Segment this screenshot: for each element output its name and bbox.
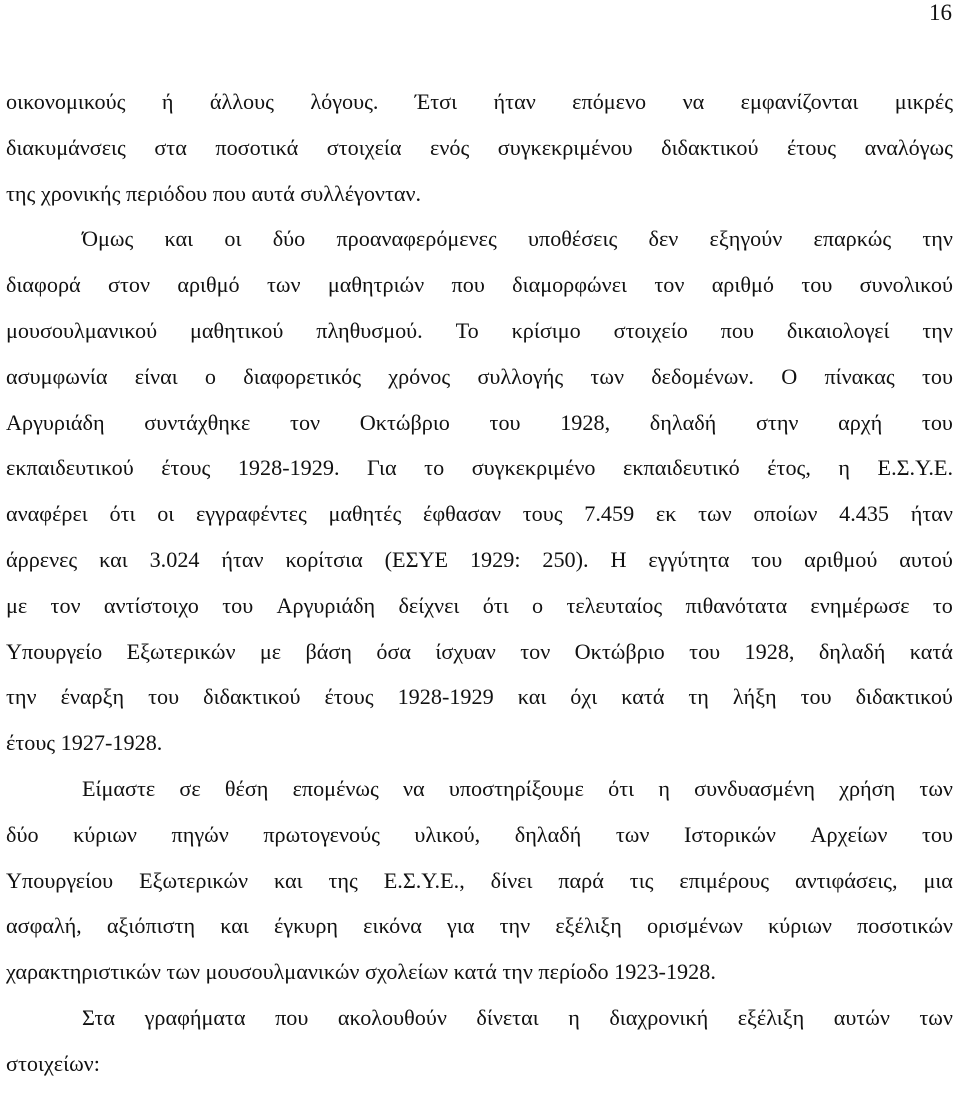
word: παρά	[558, 867, 604, 893]
word: των	[615, 821, 650, 847]
word: κατά	[909, 638, 953, 664]
word: την	[6, 684, 37, 710]
word: τον	[50, 592, 81, 618]
word: ήταν	[493, 89, 536, 114]
word: το	[932, 592, 953, 618]
word: των	[590, 363, 624, 389]
word: πίνακας	[824, 363, 895, 389]
word: τον	[520, 638, 551, 664]
word: διαφορετικός	[243, 363, 362, 389]
word: η	[568, 1004, 580, 1030]
word: οι	[157, 501, 175, 527]
word: μουσουλμανικού	[6, 317, 158, 343]
text-line	[6, 858, 953, 904]
text-line	[6, 262, 953, 308]
word: Όμως	[82, 226, 134, 252]
word: η	[658, 775, 670, 801]
word: όσα	[376, 638, 412, 664]
word: τις	[629, 867, 654, 893]
word: εγγραφέντες	[195, 501, 307, 527]
word: Αργυριάδη	[6, 409, 105, 435]
text-line	[6, 583, 953, 629]
word: στην	[755, 409, 799, 435]
word: κατά	[621, 684, 665, 710]
word: εικόνα	[363, 913, 422, 939]
word: συντάχθηκε	[144, 409, 251, 435]
word: Οκτώβριο	[574, 638, 665, 664]
word: οποίων	[753, 501, 818, 527]
word: (ΕΣΥΕ	[384, 546, 449, 572]
text-line	[6, 125, 953, 171]
word: προαναφερόμενες	[336, 226, 497, 252]
text-line	[6, 491, 953, 537]
word: επαρκώς	[813, 226, 892, 252]
word: την	[922, 317, 953, 343]
word: διδακτικού	[203, 684, 301, 710]
word: Εξωτερικών	[126, 638, 236, 664]
word: Έτσι	[414, 89, 458, 114]
word: δεν	[648, 226, 679, 252]
word: χρόνος	[388, 363, 451, 389]
word: μαθητικού	[189, 317, 284, 343]
word: ότι	[482, 592, 509, 618]
word: να	[402, 775, 425, 801]
word: σε	[179, 775, 201, 801]
word: διαφορά	[6, 272, 81, 298]
word: υποθέσεις	[528, 226, 618, 252]
word: οι	[224, 226, 242, 252]
word: αυτών	[833, 1004, 890, 1030]
text-line: έτους 1927-1928.	[6, 730, 163, 756]
word: του	[489, 409, 521, 435]
word: του	[921, 821, 953, 847]
word: έτος,	[767, 455, 811, 481]
word: και	[517, 684, 547, 710]
word: με	[6, 592, 28, 618]
word: λήξη	[732, 684, 777, 710]
text-line	[6, 400, 953, 446]
word: τελευταίος	[566, 592, 663, 618]
word: θέση	[224, 775, 269, 801]
word: Αργυριάδη	[276, 592, 376, 618]
word: στα	[154, 134, 187, 160]
word: και	[220, 913, 249, 939]
word: συλλογής	[477, 363, 564, 389]
text-line	[6, 445, 953, 491]
word: στοιχεία	[326, 134, 402, 160]
word: εμφανίζονται	[740, 89, 859, 114]
paragraph	[6, 766, 953, 995]
word: επόμενο	[572, 89, 647, 114]
word: αριθμό	[711, 272, 774, 298]
word: κύριων	[768, 913, 832, 939]
word: έφθασαν	[423, 501, 501, 527]
text-line	[6, 812, 953, 858]
word: η	[838, 455, 851, 481]
word: στοιχείο	[613, 317, 688, 343]
word: πιθανότατα	[685, 592, 788, 618]
word: δίνει	[490, 867, 533, 893]
word: ποσοτικά	[215, 134, 299, 160]
word: δικαιολογεί	[786, 317, 890, 343]
text-line	[6, 354, 953, 400]
text-line	[6, 674, 953, 720]
text-line: της χρονικής περιόδου που αυτά συλλέγονταν.	[6, 180, 422, 206]
word: 7.459	[584, 501, 635, 527]
word: τον	[654, 272, 685, 298]
word: 1928-1929.	[237, 455, 340, 481]
word: συνδυασμένη	[694, 775, 815, 801]
word: συγκεκριμένο	[471, 455, 596, 481]
word: κύριων	[73, 821, 137, 847]
word: του	[921, 409, 953, 435]
word: 250).	[542, 546, 589, 572]
word: Υπουργείο	[6, 638, 103, 664]
word: αναλόγως	[864, 134, 953, 160]
word: εξέλιξη	[737, 1004, 805, 1030]
word: έναρξη	[60, 684, 125, 710]
word: που	[451, 272, 485, 298]
text-line	[6, 629, 953, 675]
word: ίσχυαν	[435, 638, 496, 664]
word: δεδομένων.	[651, 363, 754, 389]
word: την	[922, 226, 953, 252]
word: του	[148, 684, 180, 710]
word: δύο	[6, 821, 39, 847]
paragraph	[6, 216, 953, 766]
word: εξηγούν	[709, 226, 783, 252]
word: του	[689, 638, 721, 664]
word: κορίτσια	[285, 546, 363, 572]
word: εκπαιδευτικό	[623, 455, 740, 481]
word: της	[328, 867, 358, 893]
word: Για	[367, 455, 397, 481]
word: 1928,	[744, 638, 795, 664]
word: αυτού	[899, 546, 953, 572]
word: με	[259, 638, 282, 664]
word: δείχνει	[398, 592, 460, 618]
word: τους	[522, 501, 563, 527]
word: υλικού,	[414, 821, 481, 847]
text-line	[6, 903, 953, 949]
word: το	[424, 455, 445, 481]
word: των	[266, 272, 301, 298]
word: άρρενες	[6, 546, 78, 572]
word: Ε.Σ.Υ.Ε.	[877, 455, 953, 481]
text-line	[6, 216, 953, 262]
word: διδακτικού	[855, 684, 953, 710]
text-line	[6, 308, 953, 354]
word: συνολικού	[859, 272, 953, 298]
word: ο	[204, 363, 216, 389]
word: και	[164, 226, 194, 252]
word: διαχρονική	[609, 1004, 709, 1030]
word: αντίστοιχο	[103, 592, 199, 618]
word: δίνεται	[476, 1004, 539, 1030]
word: 1928-1929	[397, 684, 494, 710]
word: γραφήματα	[144, 1004, 246, 1030]
word: για	[447, 913, 475, 939]
word: που	[720, 317, 754, 343]
word: έτους	[324, 684, 374, 710]
word: Είμαστε	[82, 775, 156, 801]
word: λόγους.	[310, 89, 379, 114]
word: στον	[107, 272, 150, 298]
word: αντιφάσεις,	[794, 867, 898, 893]
word: τη	[688, 684, 709, 710]
word: ασυμφωνία	[6, 363, 108, 389]
word: εγγύτητα	[648, 546, 730, 572]
word: του	[801, 272, 833, 298]
word: έγκυρη	[274, 913, 338, 939]
page-number: 16	[929, 0, 952, 25]
word: ενημέρωσε	[810, 592, 910, 618]
word: αριθμού	[804, 546, 878, 572]
text-line	[6, 995, 953, 1041]
word: ασφαλή,	[6, 913, 82, 939]
word: των	[698, 501, 732, 527]
document-body	[6, 79, 953, 1087]
paragraph	[6, 995, 953, 1087]
word: ότι	[608, 775, 635, 801]
word: χρήση	[839, 775, 896, 801]
word: πρωτογενούς	[263, 821, 380, 847]
word: Στα	[82, 1004, 116, 1030]
word: δηλαδή	[649, 409, 717, 435]
word: και	[99, 546, 128, 572]
word: και	[273, 867, 303, 893]
word: έτους	[161, 455, 211, 481]
word: Ε.Σ.Υ.Ε.,	[383, 867, 465, 893]
word: 3.024	[149, 546, 200, 572]
word: ή	[161, 89, 174, 114]
word: άλλους	[209, 89, 274, 114]
text-line	[6, 766, 953, 812]
word: έτους	[786, 134, 837, 160]
word: διδακτικού	[661, 134, 759, 160]
word: ενός	[430, 134, 470, 160]
word: δηλαδή	[514, 821, 582, 847]
word: αρχή	[838, 409, 883, 435]
word: εκπαιδευτικού	[6, 455, 134, 481]
word: του	[751, 546, 783, 572]
word: του	[222, 592, 254, 618]
word: να	[682, 89, 705, 114]
word: των	[919, 1004, 953, 1030]
word: Υπουργείου	[6, 867, 114, 893]
text-line: χαρακτηριστικών των μουσουλμανικών σχολείων κατά την περίοδο 1923-1928.	[6, 959, 716, 985]
word: Το	[455, 317, 479, 343]
word: συγκεκριμένου	[497, 134, 633, 160]
word: ότι	[109, 501, 136, 527]
word: επομένως	[292, 775, 379, 801]
word: εκ	[655, 501, 677, 527]
word: Οκτώβριο	[359, 409, 450, 435]
word: πληθυσμού.	[316, 317, 423, 343]
word: είναι	[134, 363, 178, 389]
word: των	[919, 775, 953, 801]
word: 1929:	[469, 546, 521, 572]
word: κρίσιμο	[511, 317, 581, 343]
word: του	[800, 684, 832, 710]
word: εξέλιξη	[555, 913, 622, 939]
word: μαθητές	[328, 501, 402, 527]
word: αναφέρει	[6, 501, 88, 527]
word: όχι	[570, 684, 598, 710]
word: αριθμό	[177, 272, 240, 298]
word: ορισμένων	[646, 913, 743, 939]
word: πηγών	[171, 821, 229, 847]
word: ακολουθούν	[337, 1004, 447, 1030]
word: Η	[610, 546, 627, 572]
word: οικονομικούς	[6, 89, 126, 114]
text-line	[6, 537, 953, 583]
word: 4.435	[839, 501, 890, 527]
word: Εξωτερικών	[139, 867, 249, 893]
word: την	[499, 913, 531, 939]
word: διαμορφώνει	[512, 272, 627, 298]
word: Αρχείων	[810, 821, 888, 847]
word: τον	[290, 409, 321, 435]
word: Ο	[781, 363, 798, 389]
word: ήταν	[221, 546, 264, 572]
word: μαθητριών	[327, 272, 425, 298]
word: 1928,	[560, 409, 611, 435]
word: διακυμάνσεις	[6, 134, 126, 160]
word: αξιόπιστη	[106, 913, 196, 939]
word: Ιστορικών	[683, 821, 776, 847]
word: που	[275, 1004, 309, 1030]
word: ο	[532, 592, 544, 618]
paragraph	[6, 79, 953, 216]
word: του	[921, 363, 953, 389]
word: δύο	[272, 226, 306, 252]
word: επιμέρους	[679, 867, 770, 893]
word: μικρές	[894, 89, 953, 114]
text-line	[6, 79, 953, 125]
word: ποσοτικών	[857, 913, 953, 939]
word: υποστηρίξουμε	[448, 775, 584, 801]
text-line: στοιχείων:	[6, 1050, 100, 1076]
word: ήταν	[910, 501, 953, 527]
word: βάση	[305, 638, 352, 664]
word: δηλαδή	[818, 638, 886, 664]
word: μια	[923, 867, 953, 893]
